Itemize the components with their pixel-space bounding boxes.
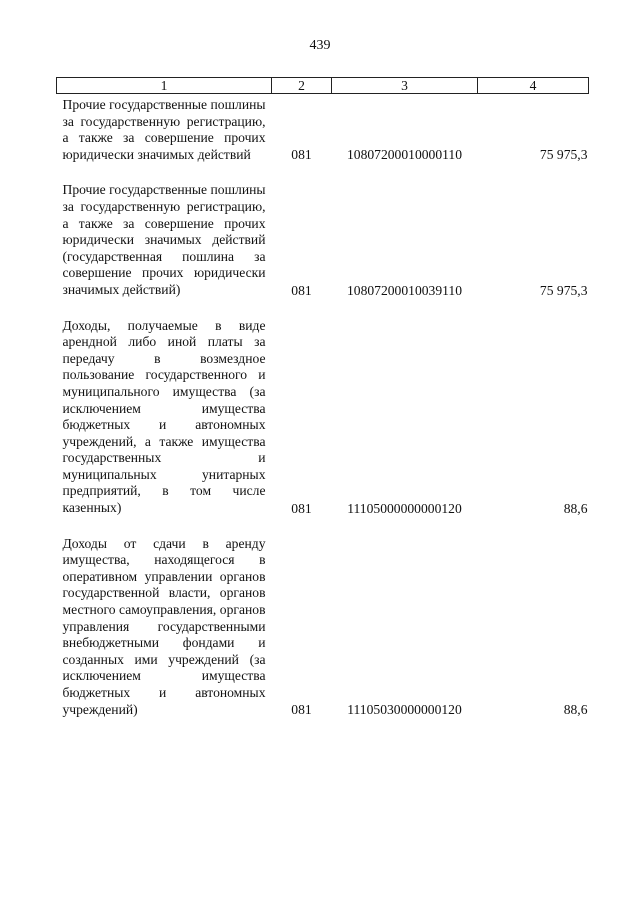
row-kbk-code: 11105030000000120 (347, 702, 462, 718)
row-spacer (57, 521, 589, 533)
table-row (57, 94, 589, 168)
row-spacer (57, 303, 589, 315)
row-amount: 75 975,3 (539, 282, 588, 298)
row-kbk-code: 10807200010039110 (346, 282, 463, 298)
header-col-2: 2 (272, 78, 332, 94)
table-row (57, 179, 589, 302)
header-row (57, 78, 589, 94)
row-amount: 75 975,3 (539, 147, 588, 163)
row-description: Доходы от сдачи в аренду имущества, находящегося в оперативном управлении органов государственной власти, органов местного самоуправления, органов управления государственными внебюджетными фондами и созданных ими учреждений (за исключением имущества бюджетных и автономных учреждений) (62, 535, 266, 717)
page-number: 439 (309, 38, 331, 53)
header-col-4: 4 (478, 78, 589, 94)
row-kbk-code: 11105000000000120 (347, 500, 462, 516)
row-spacer (57, 167, 589, 179)
row-admin-code: 081 (291, 282, 312, 298)
row-description: Доходы, получаемые в виде арендной либо иной платы за передачу в возмездное пользование государственного и муниципального имущества (за исключением имущества бюджетных и автономных учреждений, а также имущества государственных и муниципальных унитарных предприятий, в том числе казенных) (62, 317, 266, 516)
row-description: Прочие государственные пошлины за государственную регистрацию, а также за совершение прочих юридически значимых действий (62, 97, 266, 162)
row-kbk-code: 10807200010000110 (346, 147, 463, 163)
table-header (57, 78, 589, 94)
table-row (57, 315, 589, 521)
revenue-table (56, 77, 589, 722)
row-description: Прочие государственные пошлины за государственную регистрацию, а также за совершение прочих юридически значимых действий (государственная пошлина за совершение прочих юридически значимых действий) (62, 182, 266, 297)
table-row (57, 533, 589, 723)
row-admin-code: 081 (291, 147, 312, 163)
row-amount: 88,6 (563, 500, 588, 516)
header-col-3: 3 (332, 78, 478, 94)
row-amount: 88,6 (563, 702, 588, 718)
table-body (57, 94, 589, 723)
row-admin-code: 081 (291, 500, 312, 516)
row-admin-code: 081 (291, 702, 312, 718)
header-col-1: 1 (57, 78, 272, 94)
